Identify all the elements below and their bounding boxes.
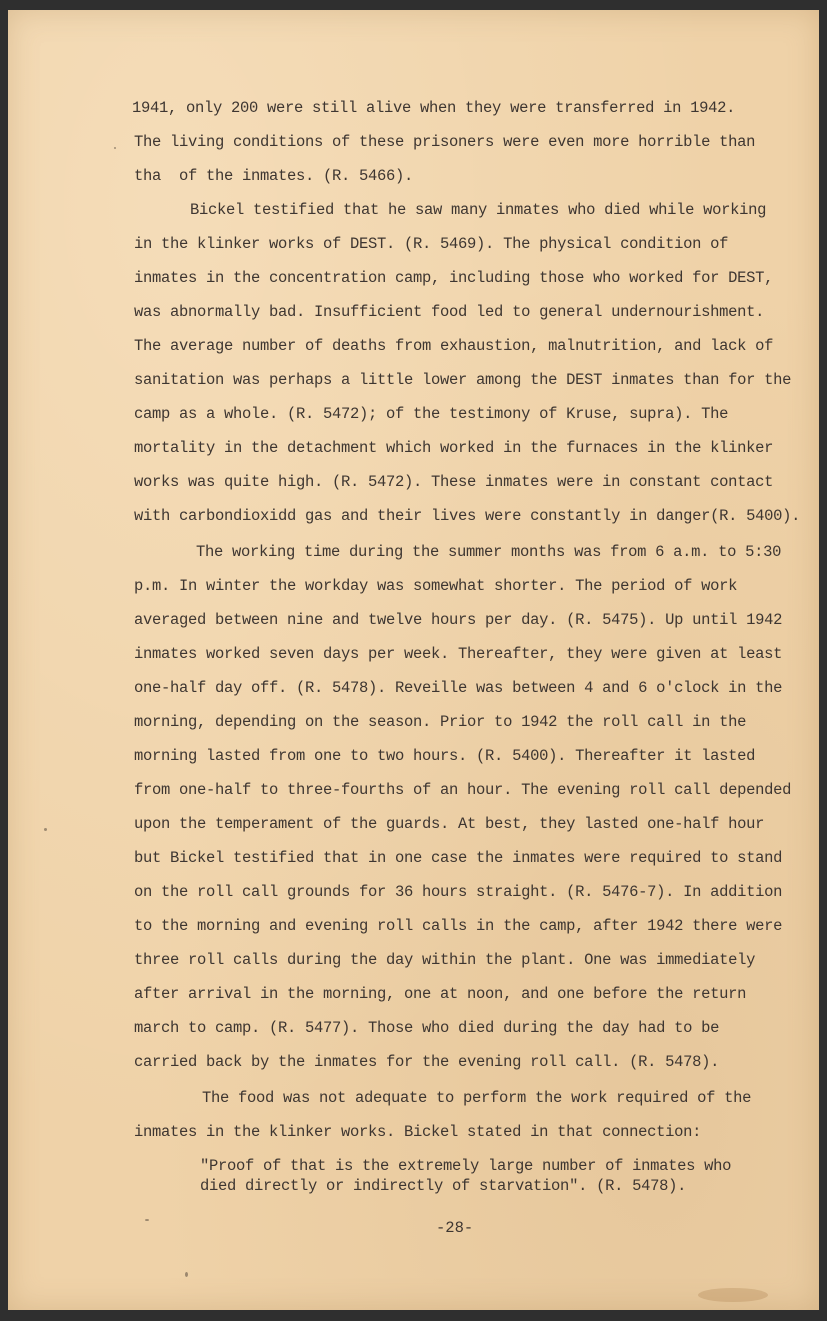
page-number: -28- bbox=[436, 1219, 474, 1237]
text-line: The average number of deaths from exhaustion, malnutrition, and lack of bbox=[134, 337, 774, 355]
text-line: but Bickel testified that in one case the inmates were required to stand bbox=[134, 849, 783, 867]
text-line: mortality in the detachment which worked in the furnaces in the klinker bbox=[134, 439, 774, 457]
text-line: morning, depending on the season. Prior to 1942 the roll call in the bbox=[134, 713, 747, 731]
quote-line: died directly or indirectly of starvation". (R. 5478). bbox=[200, 1177, 687, 1195]
text-line: march to camp. (R. 5477). Those who died during the day had to be bbox=[134, 1019, 720, 1037]
text-line: one-half day off. (R. 5478). Reveille was between 4 and 6 o'clock in the bbox=[134, 679, 783, 697]
document-page bbox=[8, 10, 819, 1310]
text-line: with carbondioxidd gas and their lives were constantly in danger(R. 5400). bbox=[134, 507, 801, 525]
text-line: averaged between nine and twelve hours per day. (R. 5475). Up until 1942 bbox=[134, 611, 783, 629]
text-line: works was quite high. (R. 5472). These inmates were in constant contact bbox=[134, 473, 774, 491]
text-line: morning lasted from one to two hours. (R. 5400). Thereafter it lasted bbox=[134, 747, 756, 765]
text-line: The working time during the summer months was from 6 a.m. to 5:30 bbox=[196, 543, 782, 561]
text-line: The food was not adequate to perform the work required of the bbox=[202, 1089, 752, 1107]
text-line: sanitation was perhaps a little lower among the DEST inmates than for the bbox=[134, 371, 792, 389]
text-line: camp as a whole. (R. 5472); of the testimony of Kruse, supra). The bbox=[134, 405, 729, 423]
text-line: The living conditions of these prisoners were even more horrible than bbox=[134, 133, 756, 151]
text-line: inmates in the klinker works. Bickel stated in that connection: bbox=[134, 1123, 702, 1141]
text-line: from one-half to three-fourths of an hour. The evening roll call depended bbox=[134, 781, 792, 799]
text-line: carried back by the inmates for the evening roll call. (R. 5478). bbox=[134, 1053, 720, 1071]
text-line: was abnormally bad. Insufficient food led to general undernourishment. bbox=[134, 303, 765, 321]
text-line: upon the temperament of the guards. At best, they lasted one-half hour bbox=[134, 815, 765, 833]
typewritten-body bbox=[8, 10, 819, 1310]
text-line: three roll calls during the day within the plant. One was immediately bbox=[134, 951, 756, 969]
text-line: 1941, only 200 were still alive when they were transferred in 1942. bbox=[132, 99, 736, 117]
text-line: p.m. In winter the workday was somewhat shorter. The period of work bbox=[134, 577, 738, 595]
text-line: inmates worked seven days per week. Thereafter, they were given at least bbox=[134, 645, 783, 663]
text-line: Bickel testified that he saw many inmates who died while working bbox=[190, 201, 767, 219]
quote-line: "Proof of that is the extremely large number of inmates who bbox=[200, 1157, 732, 1175]
text-line: to the morning and evening roll calls in the camp, after 1942 there were bbox=[134, 917, 783, 935]
text-line: after arrival in the morning, one at noon, and one before the return bbox=[134, 985, 747, 1003]
text-line: on the roll call grounds for 36 hours straight. (R. 5476-7). In addition bbox=[134, 883, 783, 901]
text-line: inmates in the concentration camp, including those who worked for DEST, bbox=[134, 269, 774, 287]
text-line: in the klinker works of DEST. (R. 5469). The physical condition of bbox=[134, 235, 729, 253]
text-line: tha of the inmates. (R. 5466). bbox=[134, 167, 414, 185]
